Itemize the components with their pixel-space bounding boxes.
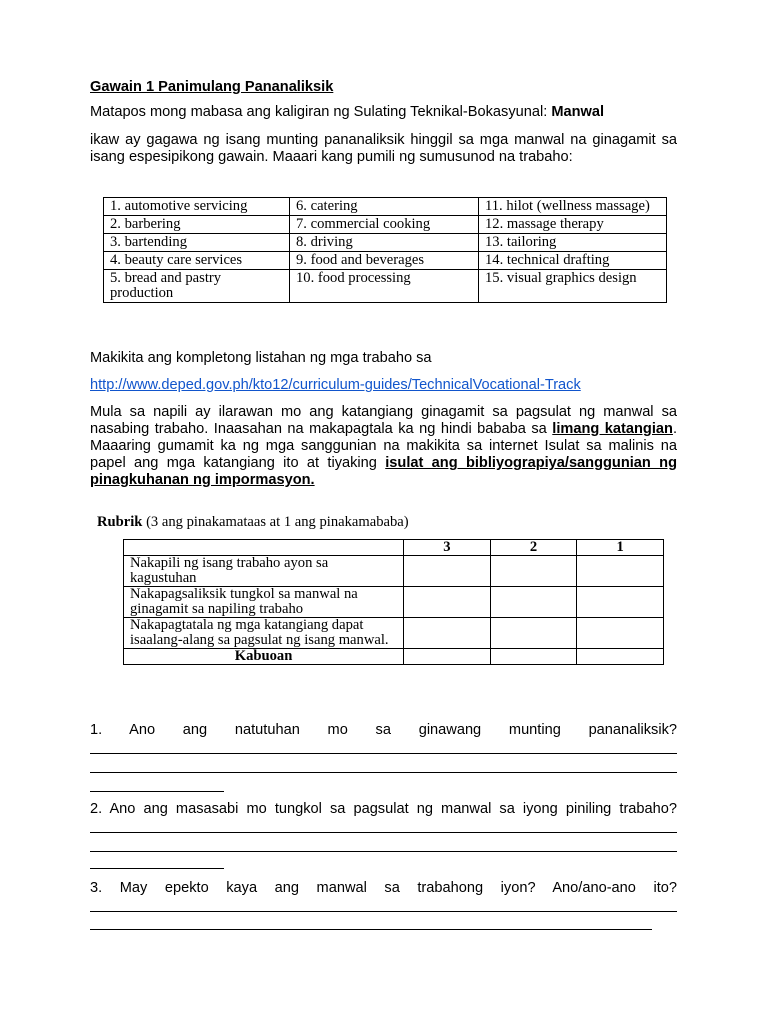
table-row: [104, 198, 667, 216]
question-text: 1. Ano ang natutuhan mo sa ginawang munting pananaliksik?: [90, 722, 677, 738]
question-text: 2. Ano ang masasabi mo tungkol sa pagsulat ng manwal sa iyong piniling trabaho?: [90, 801, 677, 817]
table-cell: 6. catering: [290, 198, 479, 216]
criterion: Nakapagtatala ng mga katangiang dapat isaalang-alang sa pagsulat ng isang manwal.: [124, 618, 404, 649]
activity-title: Gawain 1 Panimulang Pananaliksik: [90, 79, 334, 95]
table-cell: 14. technical drafting: [479, 252, 667, 270]
instruction-paragraph: ikaw ay gagawa ng isang munting pananaliksik hinggil sa mga manwal na ginagamit sa isang espesipikong gawain. Maaari kang pumili ng sumusunod na trabaho:: [90, 132, 677, 165]
score-cell[interactable]: [490, 649, 577, 665]
table-cell: 15. visual graphics design: [479, 270, 667, 303]
table-cell: [124, 540, 404, 556]
total-label: Kabuoan: [124, 649, 404, 665]
table-cell: 7. commercial cooking: [290, 216, 479, 234]
score-header: 1: [577, 540, 664, 556]
task-paragraph: [90, 404, 677, 489]
table-cell: 10. food processing: [290, 270, 479, 303]
question-3: [90, 880, 677, 897]
table-row: [104, 270, 667, 303]
score-cell[interactable]: [577, 556, 664, 587]
criterion: Nakapili ng isang trabaho ayon sa kagustuhan: [124, 556, 404, 587]
link-paragraph: [90, 377, 677, 394]
jobs-table: [103, 197, 667, 303]
table-row: [124, 556, 664, 587]
score-cell[interactable]: [404, 587, 491, 618]
score-cell[interactable]: [490, 587, 577, 618]
question-2: [90, 801, 677, 818]
table-row: [124, 649, 664, 665]
score-cell[interactable]: [490, 556, 577, 587]
answer-line[interactable]: [90, 832, 677, 833]
table-cell: 11. hilot (wellness massage): [479, 198, 667, 216]
answer-line[interactable]: [90, 772, 677, 773]
score-cell[interactable]: [404, 618, 491, 649]
score-cell[interactable]: [404, 649, 491, 665]
intro-bold: Manwal: [551, 104, 605, 120]
answer-line[interactable]: [90, 753, 677, 754]
answer-line[interactable]: [90, 791, 224, 792]
rubric-title: [97, 514, 409, 531]
list-note: Makikita ang kompletong listahan ng mga trabaho sa: [90, 350, 432, 366]
score-cell[interactable]: [577, 649, 664, 665]
task-text-1: Mula sa napili ay ilarawan mo ang katangiang ginagamit sa pagsulat ng manwal sa nasabing trabaho. Inaasahan na makapagtala ka ng hindi bababa sa: [90, 404, 677, 437]
table-cell: 9. food and beverages: [290, 252, 479, 270]
table-row: [124, 587, 664, 618]
rubric-table: [123, 539, 664, 665]
intro-paragraph: [90, 104, 677, 121]
answer-line[interactable]: [90, 851, 677, 852]
score-cell[interactable]: [577, 618, 664, 649]
score-header: 2: [490, 540, 577, 556]
table-cell: 13. tailoring: [479, 234, 667, 252]
table-cell: 3. bartending: [104, 234, 290, 252]
task-bold-2: isulat ang bibliyograpiya/sanggunian ng pinagkuhanan ng impormasyon.: [90, 455, 677, 488]
table-cell: 5. bread and pastry production: [104, 270, 290, 303]
table-cell: 1. automotive servicing: [104, 198, 290, 216]
answer-line[interactable]: [90, 911, 677, 912]
rubric-subtitle: (3 ang pinakamataas at 1 ang pinakamababa): [142, 514, 409, 530]
table-cell: 12. massage therapy: [479, 216, 667, 234]
score-cell[interactable]: [404, 556, 491, 587]
table-row: [104, 216, 667, 234]
table-row: [104, 234, 667, 252]
rubric-label: Rubrik: [97, 514, 143, 530]
task-text-2: . Maaaring gumamit ka ng mga sanggunian na makikita sa internet Isulat sa malinis na papel ang mga katangiang ito at tiyaking: [90, 421, 677, 471]
table-cell: 4. beauty care services: [104, 252, 290, 270]
table-cell: 2. barbering: [104, 216, 290, 234]
answer-line[interactable]: [90, 929, 652, 930]
score-header: 3: [404, 540, 491, 556]
score-cell[interactable]: [577, 587, 664, 618]
task-bold-1: limang katangian: [552, 421, 673, 437]
table-cell: 8. driving: [290, 234, 479, 252]
table-row: [104, 252, 667, 270]
question-1: [90, 722, 677, 739]
score-cell[interactable]: [490, 618, 577, 649]
table-row: [124, 540, 664, 556]
table-row: [124, 618, 664, 649]
answer-line[interactable]: [90, 868, 224, 869]
intro-text: Matapos mong mabasa ang kaligiran ng Sulating Teknikal-Bokasyunal:: [90, 104, 552, 120]
curriculum-link[interactable]: http://www.deped.gov.ph/kto12/curriculum-guides/TechnicalVocational-Track: [90, 377, 581, 393]
criterion: Nakapagsaliksik tungkol sa manwal na ginagamit sa napiling trabaho: [124, 587, 404, 618]
question-text: 3. May epekto kaya ang manwal sa trabahong iyon? Ano/ano-ano ito?: [90, 880, 677, 896]
